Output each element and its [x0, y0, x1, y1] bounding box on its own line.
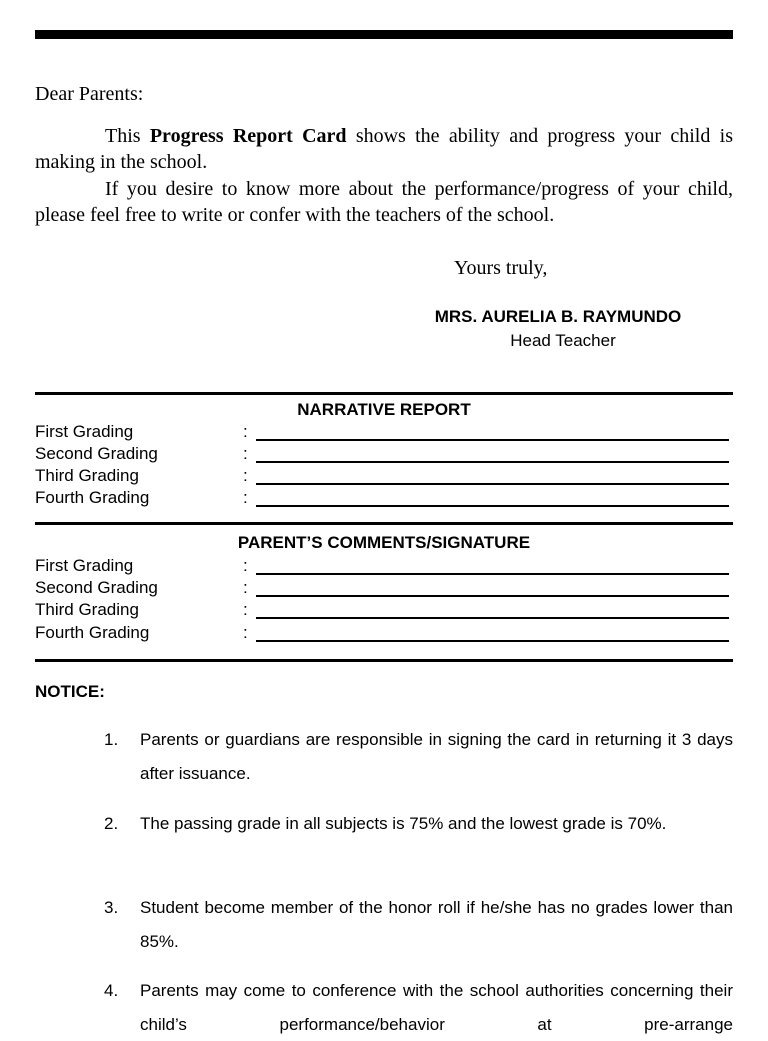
- comments-row-first: [35, 556, 733, 578]
- colon: :: [243, 466, 248, 485]
- parents-comments-title: PARENT’S COMMENTS/SIGNATURE: [237, 533, 531, 552]
- letter-paragraph-2: If you desire to know more about the performance/progress of your child, please feel free to write or confer with the teachers of the school.: [35, 178, 733, 226]
- colon: :: [243, 444, 248, 463]
- salutation: Dear Parents:: [35, 83, 144, 105]
- notice-item-3: [104, 891, 733, 958]
- closing: Yours truly,: [454, 257, 548, 279]
- signatory-title: Head Teacher: [510, 331, 616, 350]
- grading-label: First Grading: [35, 422, 134, 441]
- para1-suffix: shows the ability and progress your child is making in the school.: [35, 125, 733, 173]
- notice-title: NOTICE:: [35, 682, 105, 701]
- blank-line: [256, 483, 729, 485]
- grading-label: Third Grading: [35, 600, 139, 619]
- colon: :: [243, 623, 248, 642]
- para1-prefix: This: [105, 125, 150, 147]
- colon: :: [243, 578, 248, 597]
- narrative-row-fourth: [35, 488, 733, 510]
- notice-number: 3.: [104, 898, 119, 917]
- blank-line: [256, 461, 729, 463]
- colon: :: [243, 488, 248, 507]
- divider-bottom: [35, 659, 733, 662]
- letter-paragraph-1: [35, 123, 733, 175]
- notice-text: The passing grade in all subjects is 75% and the lowest grade is 70%.: [140, 814, 667, 833]
- notice-item-2: [104, 807, 733, 841]
- blank-line: [256, 573, 729, 575]
- blank-line: [256, 505, 729, 507]
- top-rule: [35, 30, 733, 39]
- comments-row-fourth: [35, 623, 733, 645]
- blank-line: [256, 595, 729, 597]
- colon: :: [243, 600, 248, 619]
- grading-label: Fourth Grading: [35, 623, 150, 642]
- narrative-report-title: NARRATIVE REPORT: [297, 400, 471, 419]
- blank-line: [256, 617, 729, 619]
- comments-row-third: [35, 600, 733, 622]
- grading-label: Second Grading: [35, 578, 158, 597]
- signatory-name: MRS. AURELIA B. RAYMUNDO: [434, 307, 682, 326]
- colon: :: [243, 556, 248, 575]
- notice-item-4: [104, 974, 733, 1041]
- narrative-row-second: [35, 444, 733, 466]
- grading-label: Third Grading: [35, 466, 139, 485]
- notice-text: Parents may come to conference with the school authorities concerning their child’s performance/behavior at pre-arrange: [140, 981, 733, 1034]
- notice-number: 2.: [104, 814, 119, 833]
- progress-report-card-label: Progress Report Card: [149, 125, 347, 147]
- grading-label: Fourth Grading: [35, 488, 150, 507]
- colon: :: [243, 422, 248, 441]
- blank-line: [256, 439, 729, 441]
- narrative-row-first: [35, 422, 733, 444]
- notice-text: Parents or guardians are responsible in signing the card in returning it 3 days after issuance.: [140, 730, 733, 783]
- grading-label: Second Grading: [35, 444, 158, 463]
- notice-item-1: [104, 723, 733, 790]
- narrative-row-third: [35, 466, 733, 488]
- grading-label: First Grading: [35, 556, 134, 575]
- blank-line: [256, 640, 729, 642]
- divider-top: [35, 392, 733, 395]
- notice-number: 4.: [104, 981, 119, 1000]
- comments-row-second: [35, 578, 733, 600]
- notice-number: 1.: [104, 730, 119, 749]
- notice-text: Student become member of the honor roll if he/she has no grades lower than 85%.: [140, 898, 733, 951]
- divider-middle: [35, 522, 733, 525]
